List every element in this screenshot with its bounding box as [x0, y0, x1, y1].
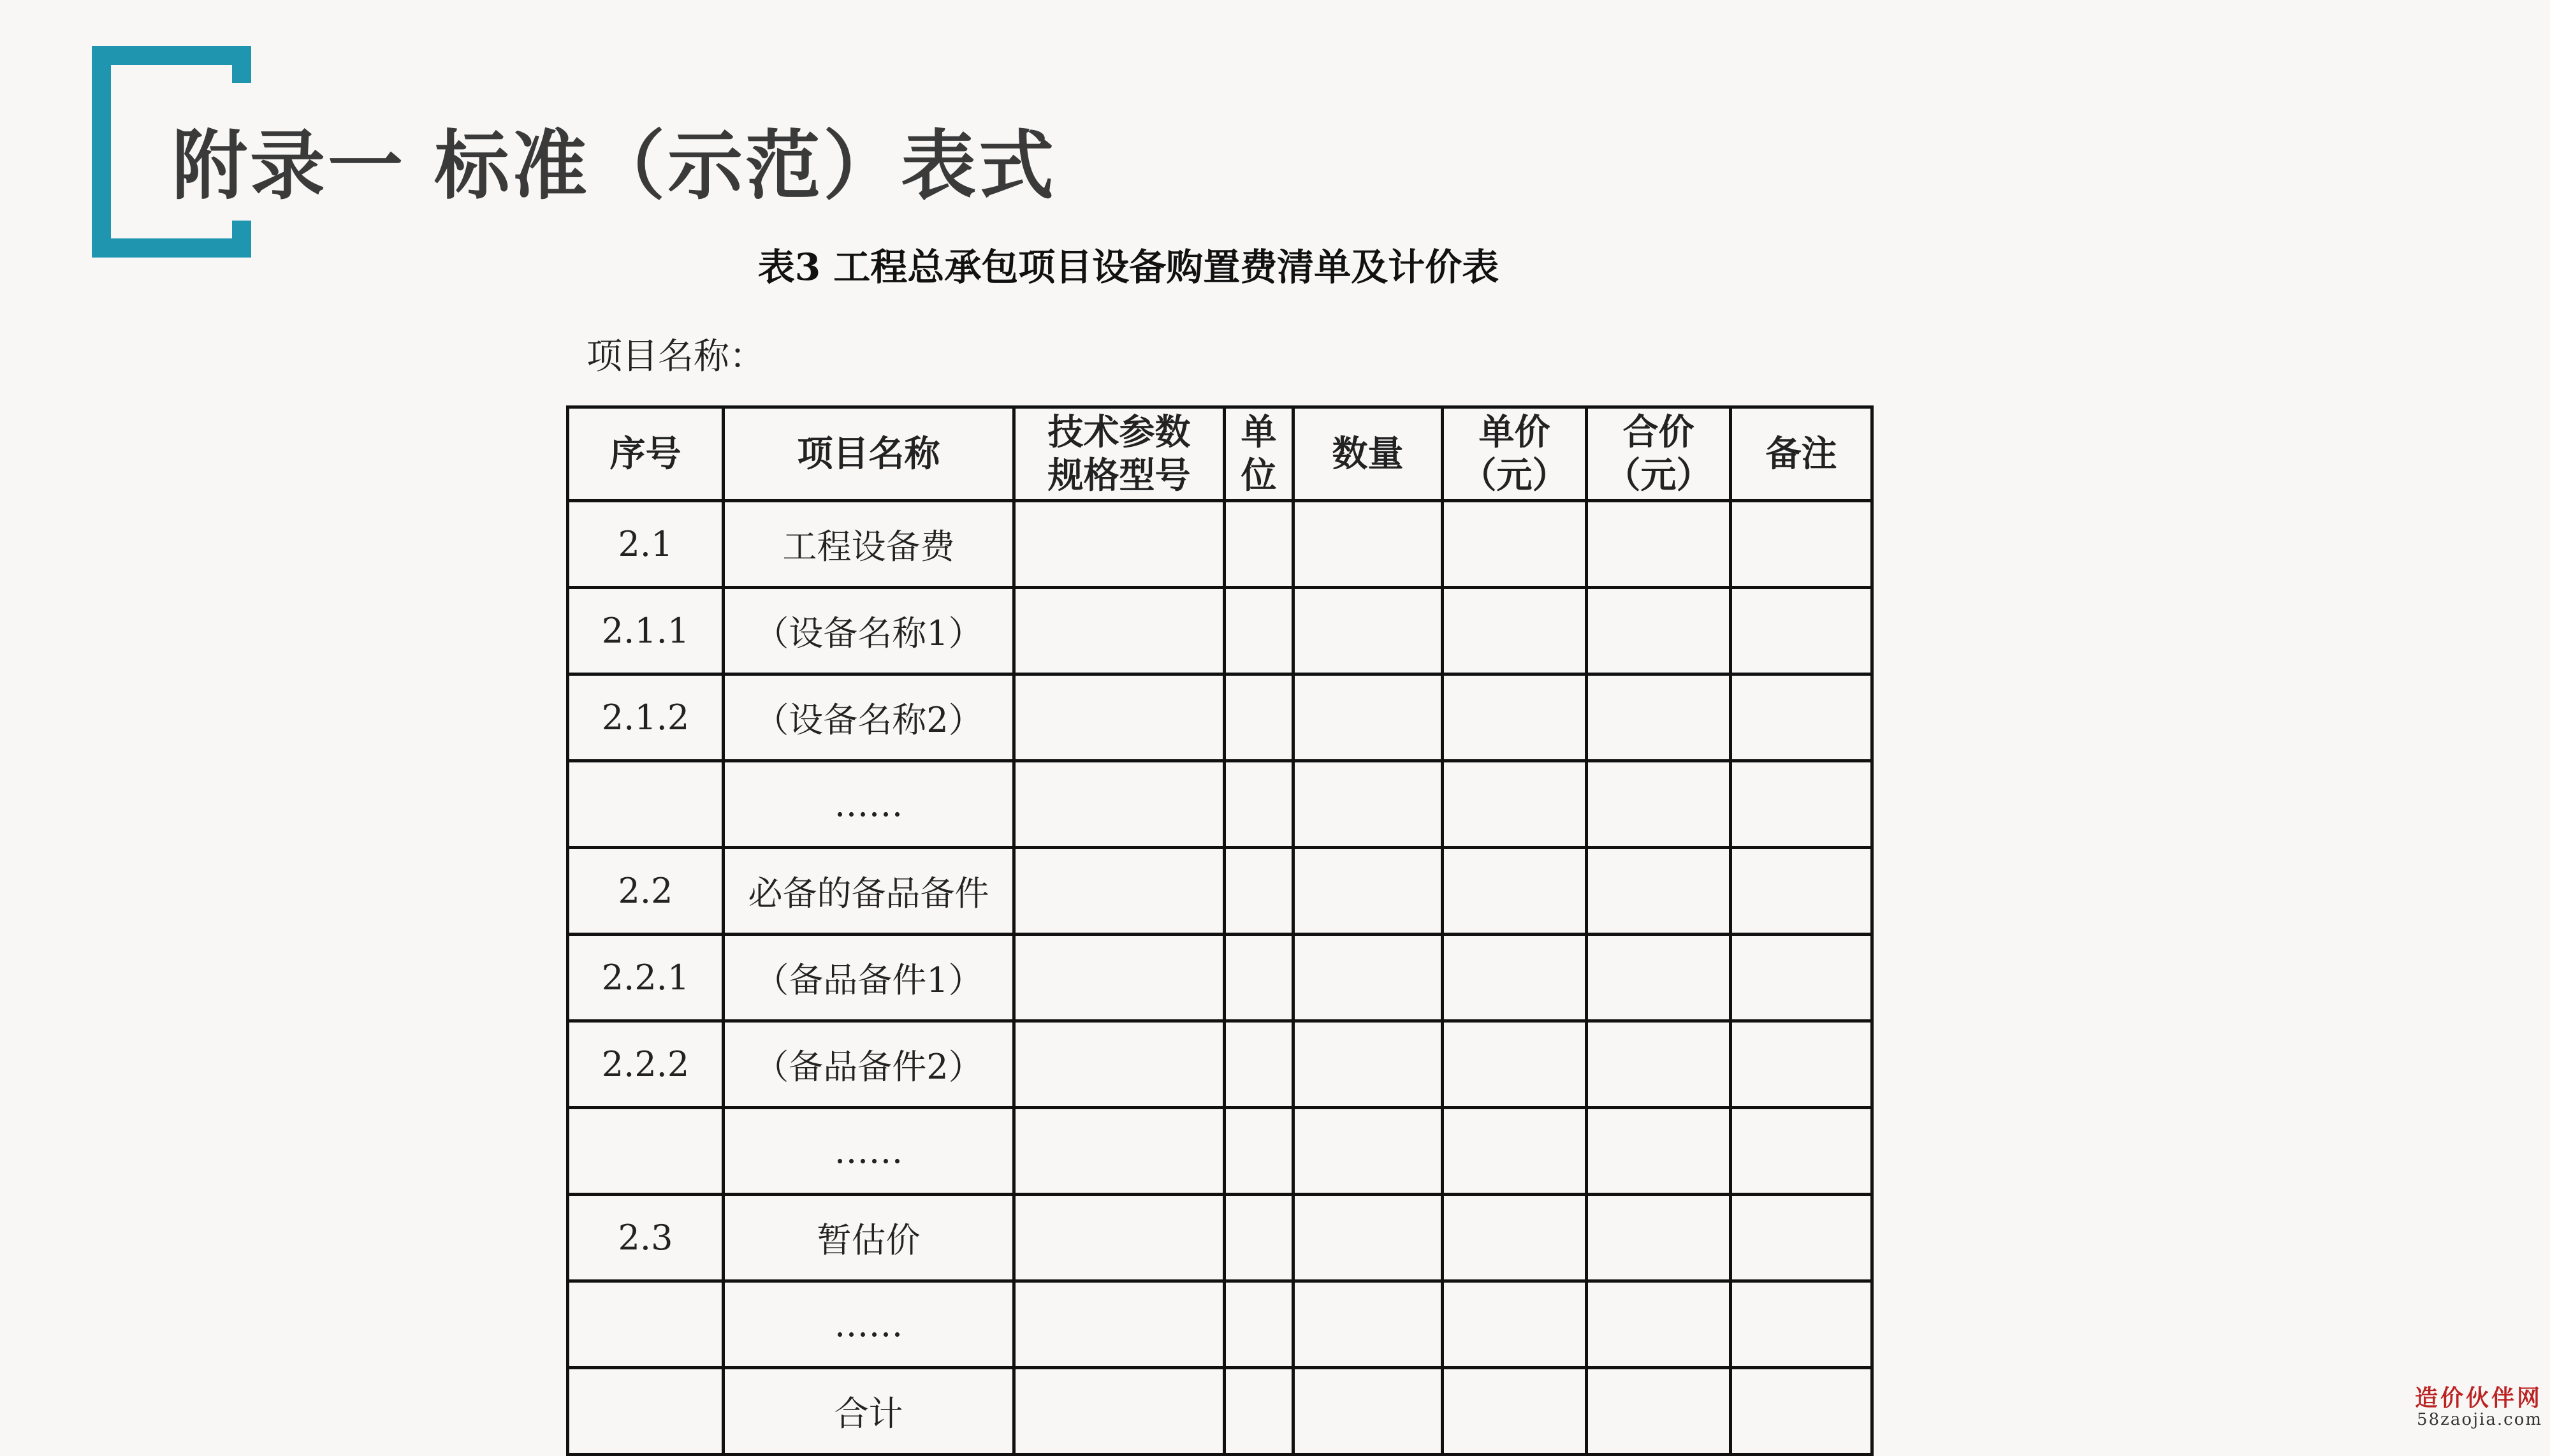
row-item-name-cell: （设备名称2） — [724, 674, 1014, 761]
table-row — [568, 1195, 1872, 1281]
row-unit-cell — [1225, 501, 1293, 588]
row-spec-cell — [1014, 674, 1225, 761]
header-cell-index: 序号 — [568, 407, 724, 501]
header-cell-item-name: 项目名称 — [724, 407, 1014, 501]
row-index-cell — [568, 1281, 724, 1368]
row-spec-cell — [1014, 501, 1225, 588]
row-item-name-cell: （备品备件2） — [724, 1021, 1014, 1108]
row-unit-cell — [1225, 1021, 1293, 1108]
row-item-name-cell: （设备名称1） — [724, 588, 1014, 674]
table-row — [568, 1368, 1872, 1455]
row-total-price-cell — [1587, 1281, 1731, 1368]
row-unit-price-cell — [1443, 1368, 1587, 1455]
row-unit-cell — [1225, 1368, 1293, 1455]
row-remarks-cell — [1731, 761, 1872, 848]
row-remarks-cell — [1731, 588, 1872, 674]
row-unit-cell — [1225, 588, 1293, 674]
row-spec-cell — [1014, 1021, 1225, 1108]
row-unit-price-cell — [1443, 674, 1587, 761]
row-remarks-cell — [1731, 674, 1872, 761]
row-quantity-cell — [1293, 1281, 1443, 1368]
row-item-name-cell: 工程设备费 — [724, 501, 1014, 588]
row-unit-price-cell — [1443, 588, 1587, 674]
row-unit-cell — [1225, 1281, 1293, 1368]
row-item-name-cell: …… — [724, 761, 1014, 848]
row-unit-price-cell — [1443, 501, 1587, 588]
table-header-row — [568, 407, 1872, 501]
row-unit-cell — [1225, 1195, 1293, 1281]
row-quantity-cell — [1293, 1368, 1443, 1455]
row-quantity-cell — [1293, 588, 1443, 674]
row-total-price-cell — [1587, 1195, 1731, 1281]
row-quantity-cell — [1293, 1195, 1443, 1281]
header-cell-unit: 单 位 — [1225, 407, 1293, 501]
row-index-cell — [568, 1368, 724, 1455]
row-remarks-cell — [1731, 1021, 1872, 1108]
row-unit-price-cell — [1443, 761, 1587, 848]
row-unit-cell — [1225, 848, 1293, 935]
row-unit-price-cell — [1443, 935, 1587, 1021]
row-total-price-cell — [1587, 1021, 1731, 1108]
table-row — [568, 1108, 1872, 1195]
row-spec-cell — [1014, 1195, 1225, 1281]
row-item-name-cell: 合计 — [724, 1368, 1014, 1455]
row-spec-cell — [1014, 761, 1225, 848]
row-remarks-cell — [1731, 1108, 1872, 1195]
row-unit-price-cell — [1443, 1195, 1587, 1281]
slide-title: 附录一 标准（示范）表式 — [172, 122, 1057, 210]
row-index-cell: 2.2.2 — [568, 1021, 724, 1108]
table-row — [568, 761, 1872, 848]
header-cell-quantity: 数量 — [1293, 407, 1443, 501]
table-row — [568, 1021, 1872, 1108]
header-cell-spec: 技术参数 规格型号 — [1014, 407, 1225, 501]
row-total-price-cell — [1587, 761, 1731, 848]
row-unit-price-cell — [1443, 1021, 1587, 1108]
row-quantity-cell — [1293, 1108, 1443, 1195]
row-remarks-cell — [1731, 1281, 1872, 1368]
project-name-label: 项目名称： — [586, 336, 765, 377]
row-spec-cell — [1014, 935, 1225, 1021]
table-row — [568, 674, 1872, 761]
row-total-price-cell — [1587, 848, 1731, 935]
row-remarks-cell — [1731, 848, 1872, 935]
row-item-name-cell: 必备的备品备件 — [724, 848, 1014, 935]
table-row — [568, 848, 1872, 935]
row-unit-price-cell — [1443, 1108, 1587, 1195]
row-unit-cell — [1225, 935, 1293, 1021]
row-item-name-cell: …… — [724, 1108, 1014, 1195]
row-unit-price-cell — [1443, 848, 1587, 935]
site-watermark: 造价伙伴网 58zaojia.com — [2414, 1385, 2542, 1429]
row-remarks-cell — [1731, 935, 1872, 1021]
table-row — [568, 1281, 1872, 1368]
row-quantity-cell — [1293, 501, 1443, 588]
row-quantity-cell — [1293, 761, 1443, 848]
table-caption: 表3 工程总承包项目设备购置费清单及计价表 — [757, 245, 1499, 289]
row-index-cell: 2.3 — [568, 1195, 724, 1281]
row-index-cell: 2.1 — [568, 501, 724, 588]
table-row — [568, 501, 1872, 588]
row-quantity-cell — [1293, 1021, 1443, 1108]
row-quantity-cell — [1293, 848, 1443, 935]
row-spec-cell — [1014, 1368, 1225, 1455]
row-spec-cell — [1014, 1108, 1225, 1195]
row-total-price-cell — [1587, 935, 1731, 1021]
row-item-name-cell: …… — [724, 1281, 1014, 1368]
row-index-cell: 2.2 — [568, 848, 724, 935]
header-cell-total-price: 合价 （元） — [1587, 407, 1731, 501]
table-row — [568, 588, 1872, 674]
row-remarks-cell — [1731, 1368, 1872, 1455]
equipment-bill-table — [566, 405, 1874, 1456]
row-index-cell — [568, 761, 724, 848]
row-spec-cell — [1014, 588, 1225, 674]
row-unit-price-cell — [1443, 1281, 1587, 1368]
row-remarks-cell — [1731, 501, 1872, 588]
row-total-price-cell — [1587, 1368, 1731, 1455]
row-index-cell: 2.1.2 — [568, 674, 724, 761]
table-row — [568, 935, 1872, 1021]
row-item-name-cell: （备品备件1） — [724, 935, 1014, 1021]
header-cell-unit-price: 单价 （元） — [1443, 407, 1587, 501]
row-unit-cell — [1225, 674, 1293, 761]
row-total-price-cell — [1587, 588, 1731, 674]
row-index-cell: 2.2.1 — [568, 935, 724, 1021]
row-item-name-cell: 暂估价 — [724, 1195, 1014, 1281]
row-remarks-cell — [1731, 1195, 1872, 1281]
header-cell-remarks: 备注 — [1731, 407, 1872, 501]
row-quantity-cell — [1293, 674, 1443, 761]
row-total-price-cell — [1587, 1108, 1731, 1195]
row-spec-cell — [1014, 848, 1225, 935]
row-spec-cell — [1014, 1281, 1225, 1368]
row-index-cell: 2.1.1 — [568, 588, 724, 674]
row-total-price-cell — [1587, 674, 1731, 761]
row-index-cell — [568, 1108, 724, 1195]
row-quantity-cell — [1293, 935, 1443, 1021]
row-total-price-cell — [1587, 501, 1731, 588]
row-unit-cell — [1225, 761, 1293, 848]
row-unit-cell — [1225, 1108, 1293, 1195]
